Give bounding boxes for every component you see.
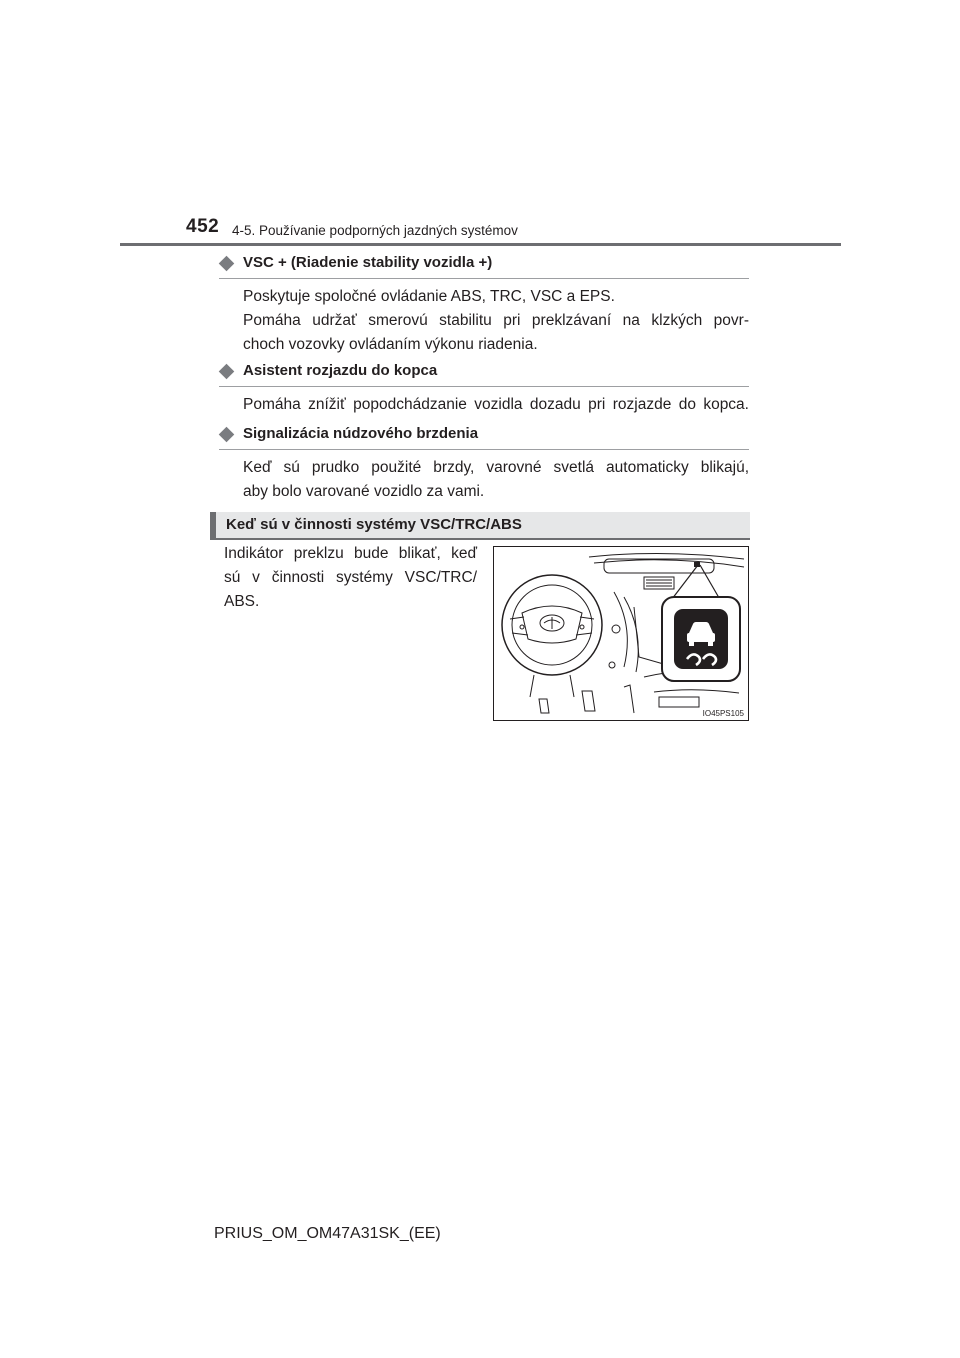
- diamond-bullet-icon: [219, 427, 235, 443]
- body-line: Indikátor preklzu bude blikať, keď: [224, 545, 477, 562]
- indicator-description: [224, 542, 477, 614]
- figure-code: IO45PS105: [702, 709, 744, 718]
- boxed-section-heading: [210, 512, 750, 540]
- chapter-title: 4-5. Používanie podporných jazdných systémov: [232, 223, 518, 238]
- body-line: Pomáha udržať smerovú stabilitu pri preklzávaní na klzkých povr-: [243, 312, 749, 329]
- section-body-hill-start: [243, 393, 749, 417]
- header-rule: [120, 243, 841, 246]
- section-title: Signalizácia núdzového brzdenia: [243, 425, 479, 442]
- body-line: Keď sú prudko použité brzdy, varovné svetlá automaticky blikajú,: [243, 459, 749, 476]
- section-heading-emergency-brake: [219, 425, 749, 450]
- slip-indicator-icon: [674, 609, 728, 669]
- body-line: aby bolo varované vozidlo za vami.: [243, 483, 485, 500]
- section-heading-hill-start: [219, 362, 749, 387]
- section-body-vsc: [243, 285, 749, 357]
- body-line: ABS.: [224, 593, 260, 610]
- body-line: sú v činnosti systémy VSC/TRC/: [224, 569, 477, 586]
- section-heading-vsc: [219, 254, 749, 279]
- boxed-section-title: Keď sú v činnosti systémy VSC/TRC/ABS: [226, 516, 522, 533]
- indicator-location: [694, 562, 700, 567]
- diamond-bullet-icon: [219, 256, 235, 272]
- dashboard-illustration: [493, 546, 749, 721]
- heading-bar: [210, 512, 216, 538]
- diamond-bullet-icon: [219, 364, 235, 380]
- manual-id-footer: PRIUS_OM_OM47A31SK_(EE): [214, 1225, 441, 1242]
- body-line: Pomáha znížiť popodchádzanie vozidla dozadu pri rozjazde do kopca.: [243, 396, 749, 413]
- section-title: VSC + (Riadenie stability vozidla +): [243, 254, 493, 271]
- body-line: Poskytuje spoločné ovládanie ABS, TRC, VSC a EPS.: [243, 288, 615, 305]
- page-number: 452: [186, 216, 220, 237]
- body-line: choch vozovky ovládaním výkonu riadenia.: [243, 336, 538, 353]
- section-body-emergency-brake: [243, 456, 749, 504]
- section-title: Asistent rozjazdu do kopca: [243, 362, 438, 379]
- dashboard-drawing: [494, 547, 748, 720]
